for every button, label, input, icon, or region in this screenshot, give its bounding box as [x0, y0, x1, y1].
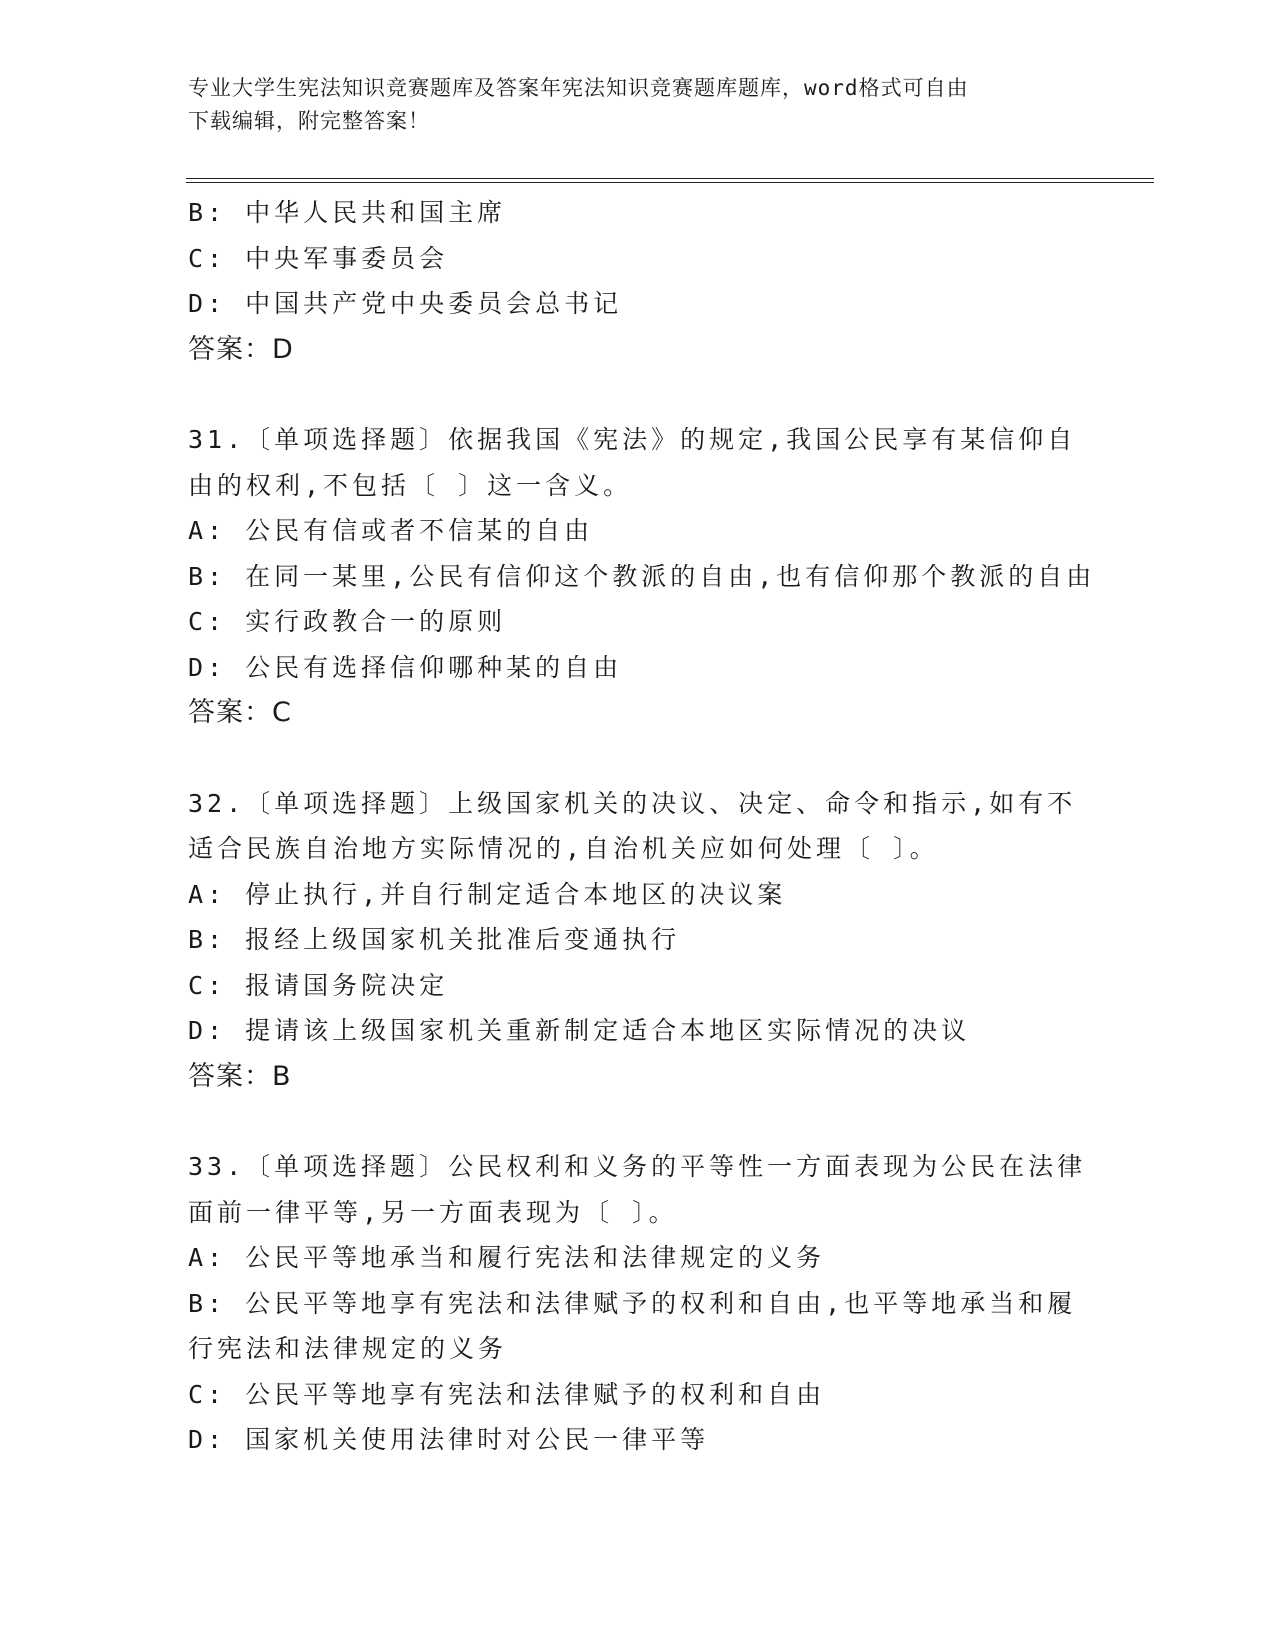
question-30 — [188, 190, 1088, 372]
q33-stem-line-1: 33.〔单项选择题〕公民权利和义务的平等性一方面表现为公民在法律 — [188, 1152, 1087, 1181]
q30-answer: 答案：D — [188, 333, 294, 365]
q33-option-b-line-1: B: 公民平等地享有宪法和法律赋予的权利和自由,也平等地承当和履 — [188, 1288, 1077, 1318]
header-line-1: 专业大学生宪法知识竞赛题库及答案年宪法知识竞赛题库题库，word格式可自由 — [188, 76, 969, 100]
q33-option-a: A: 公民平等地承当和履行宪法和法律规定的义务 — [188, 1243, 826, 1272]
spacer — [188, 736, 1088, 781]
question-31 — [188, 417, 1096, 736]
q31-option-a: A: 公民有信或者不信某的自由 — [188, 516, 594, 545]
q33-option-c: C: 公民平等地享有宪法和法律赋予的权利和自由 — [188, 1379, 826, 1409]
q32-option-a: A: 停止执行,并自行制定适合本地区的决议案 — [188, 879, 787, 909]
q30-option-c: C: 中央军事委员会 — [188, 243, 449, 273]
q32-stem-line-1: 32.〔单项选择题〕上级国家机关的决议、决定、命令和指示,如有不 — [188, 788, 1077, 818]
question-content — [188, 190, 1096, 1463]
q31-option-b: B: 在同一某里,公民有信仰这个教派的自由,也有信仰那个教派的自由 — [188, 561, 1096, 591]
q31-answer: 答案：C — [188, 697, 292, 728]
q31-stem-line-1: 31.〔单项选择题〕依据我国《宪法》的规定,我国公民享有某信仰自 — [188, 425, 1077, 454]
q31-option-c: C: 实行政教合一的原则 — [188, 607, 507, 636]
spacer — [188, 372, 1088, 417]
header-divider-top — [186, 178, 1154, 179]
header-divider-bottom — [186, 182, 1154, 183]
q30-option-d: D: 中国共产党中央委员会总书记 — [188, 289, 623, 318]
q32-answer: 答案：B — [188, 1060, 292, 1092]
q32-option-c: C: 报请国务院决定 — [188, 970, 449, 1000]
q30-option-b: B: 中华人民共和国主席 — [188, 198, 507, 227]
document-header — [188, 72, 1088, 138]
q33-stem-line-2: 面前一律平等,另一方面表现为〔 〕。 — [188, 1197, 678, 1227]
question-33 — [188, 1144, 1088, 1463]
q31-stem-line-2: 由的权利,不包括〔 〕这一含义。 — [188, 470, 633, 500]
q32-stem-line-2: 适合民族自治地方实际情况的,自治机关应如何处理〔 〕。 — [188, 834, 939, 863]
q32-option-b: B: 报经上级国家机关批准后变通执行 — [188, 925, 681, 954]
q31-option-d: D: 公民有选择信仰哪种某的自由 — [188, 652, 623, 682]
q32-option-d: D: 提请该上级国家机关重新制定适合本地区实际情况的决议 — [188, 1016, 971, 1045]
q33-option-d: D: 国家机关使用法律时对公民一律平等 — [188, 1425, 710, 1454]
spacer — [188, 1099, 1088, 1144]
header-line-2: 下载编辑，附完整答案！ — [188, 109, 430, 133]
q33-option-b-line-2: 行宪法和法律规定的义务 — [188, 1334, 508, 1363]
question-32 — [188, 781, 1088, 1100]
